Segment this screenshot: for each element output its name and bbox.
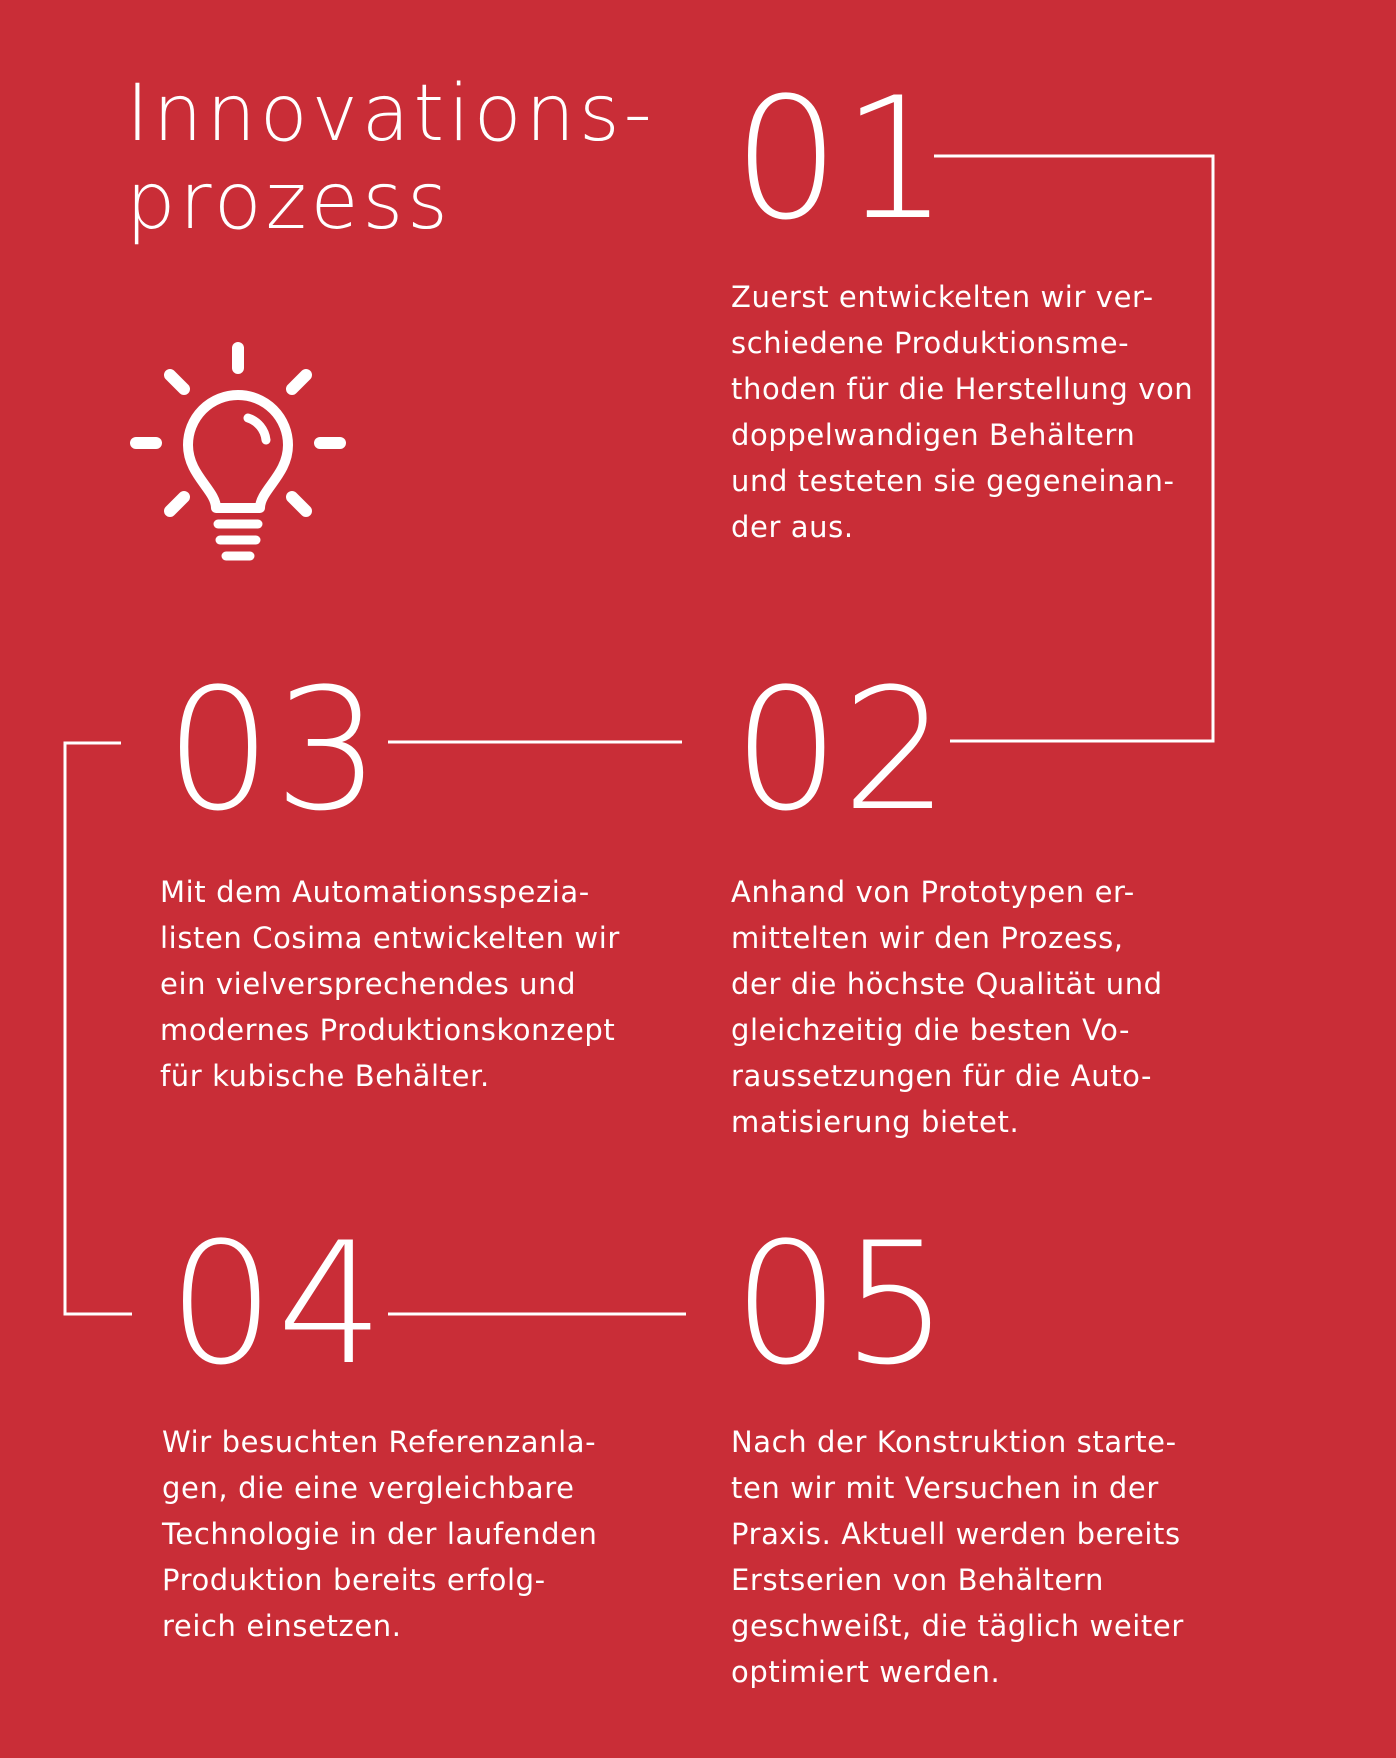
step-03-text: Mit dem Automationsspezia- listen Cosima entwickelten wir ein vielversprechendes und modernes Produktionskonzept für kubische Behälter.: [160, 875, 620, 1093]
step-04-text: Wir besuchten Referenzanla- gen, die eine vergleichbare Technologie in der laufenden Produktion bereits erfolg- reich einsetzen.: [162, 1425, 598, 1643]
step-05-text: Nach der Konstruktion starte- ten wir mit Versuchen in der Praxis. Aktuell werden bereits Erstserien von Behältern geschweißt, die täglich weiter optimiert werden.: [731, 1425, 1184, 1689]
step-02-text: Anhand von Prototypen er- mittelten wir den Prozess, der die höchste Qualität und gleichzeitig die besten Vo- raussetzungen für die Auto- matisierung bietet.: [731, 875, 1163, 1139]
step-03-number: 03: [165, 652, 383, 848]
connector-03-04: [65, 743, 132, 1314]
step-04-number: 04: [168, 1206, 386, 1402]
step-05-number: 05: [733, 1206, 951, 1402]
step-01-text: Zuerst entwickelten wir ver- schiedene Produktionsme- thoden für die Herstellung von doppelwandigen Behältern und testeten sie gegeneinan- der aus.: [731, 280, 1194, 544]
step-02-number: 02: [733, 652, 951, 848]
step-01-number: 01: [733, 61, 951, 257]
page-title: Innovations- prozess: [126, 69, 656, 247]
